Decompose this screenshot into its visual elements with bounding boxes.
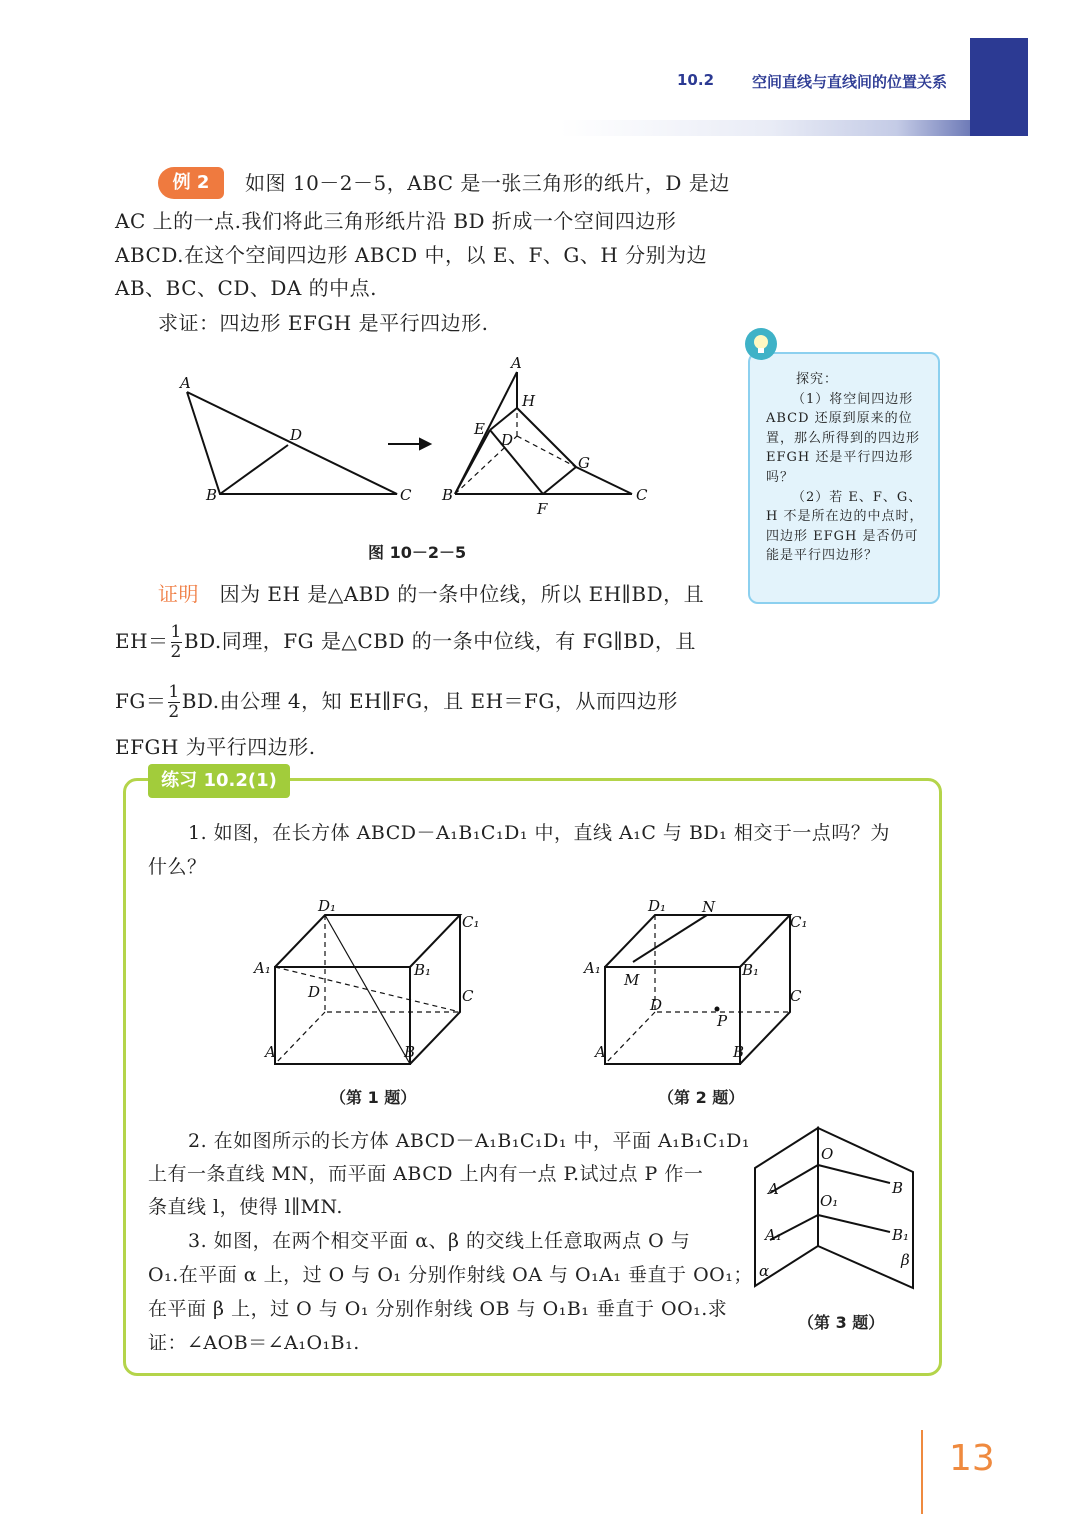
box1-label-c1: C₁ (462, 913, 480, 931)
fraction-den: 2 (170, 642, 182, 662)
exercise-q2-line1: 2. 在如图所示的长方体 ABCD－A₁B₁C₁D₁ 中，平面 A₁B₁C₁D₁ (188, 1130, 750, 1152)
proof-line-2 (115, 623, 696, 662)
explore-text (766, 370, 924, 566)
proof-label: 证明 (158, 582, 199, 606)
explore-title: 探究： (796, 372, 839, 387)
label-g-fold: G (578, 454, 590, 472)
caption-q1: （第 1 题） (330, 1088, 417, 1107)
plane-label-o: O (821, 1145, 834, 1163)
box1-label-d: D (308, 983, 321, 1001)
plane-label-b: B (892, 1179, 904, 1197)
proof-line-3 (115, 683, 678, 722)
plane-label-o1: O₁ (820, 1192, 839, 1210)
box1-label-a1: A₁ (254, 959, 271, 977)
explore-q1: （1）将空间四边形ABCD 还原到原来的位置，那么所得到的四边形 EFGH 还是平行四边形吗？ (766, 391, 921, 485)
label-d-fold: D (501, 431, 514, 449)
exercise-q3-line3: 在平面 β 上，过 O 与 O₁ 分别作射线 OB 与 O₁B₁ 垂直于 OO₁.求 (148, 1298, 728, 1320)
box1-label-d1: D₁ (318, 897, 337, 915)
proof-fg-eq: FG＝ (115, 689, 167, 713)
caption-q3: （第 3 题） (798, 1313, 885, 1332)
label-c-fold: C (636, 486, 648, 504)
plane-label-beta: β (901, 1251, 910, 1269)
plane-label-b1: B₁ (892, 1226, 910, 1244)
exercise-tab: 练习 10.2(1) (148, 764, 290, 798)
box1-label-b: B (404, 1043, 416, 1061)
plane-label-a: A (768, 1180, 779, 1198)
box2-label-b1: B₁ (742, 961, 760, 979)
box1-label-b1: B₁ (414, 961, 432, 979)
box2-label-a1: A₁ (584, 959, 601, 977)
exercise-q1-line1: 1. 如图，在长方体 ABCD－A₁B₁C₁D₁ 中，直线 A₁C 与 BD₁ 相交于一点吗？为 (188, 822, 890, 844)
proof-line-4: EFGH 为平行四边形. (115, 735, 316, 759)
label-a-fold: A (511, 354, 522, 372)
example-line-4: AB、BC、CD、DA 的中点. (115, 276, 378, 300)
box2-label-a: A (595, 1043, 606, 1061)
box2-label-m: M (624, 971, 640, 989)
box2-label-c: C (790, 987, 802, 1005)
box2-label-b: B (733, 1043, 745, 1061)
fraction-num: 1 (170, 622, 182, 642)
box2-label-d1: D₁ (648, 897, 667, 915)
example-badge: 例 2 (158, 167, 224, 199)
header-accent (970, 38, 1028, 136)
label-e-fold: E (474, 420, 485, 438)
example-line-5: 求证：四边形 EFGH 是平行四边形. (158, 311, 489, 335)
label-f-fold: F (537, 500, 548, 518)
exercise-q3-line2: O₁.在平面 α 上，过 O 与 O₁ 分别作射线 OA 与 O₁A₁ 垂直于 OO₁； (148, 1264, 753, 1286)
plane-label-a1: A₁ (765, 1226, 782, 1244)
exercise-q3-line4: 证：∠AOB＝∠A₁O₁B₁. (148, 1332, 360, 1354)
label-h-fold: H (522, 392, 536, 410)
box2-label-n: N (702, 898, 716, 916)
label-d-flat: D (290, 426, 303, 444)
example-line-2: AC 上的一点.我们将此三角形纸片沿 BD 折成一个空间四边形 (115, 209, 677, 233)
figure-10-2-5 (170, 350, 660, 520)
fraction-num: 1 (168, 682, 180, 702)
box-figure-1 (250, 895, 490, 1065)
page-number-divider (921, 1430, 923, 1514)
figure-caption: 图 10－2－5 (368, 543, 467, 562)
planes-figure-3 (750, 1120, 922, 1292)
fraction-half (171, 623, 182, 662)
explore-q2: （2）若 E、F、G、H 不是所在边的中点时，四边形 EFGH 是否仍可能是平行四边形？ (766, 489, 924, 564)
caption-q2: （第 2 题） (658, 1088, 745, 1107)
example-line-1: 如图 10－2－5，ABC 是一张三角形的纸片，D 是边 (245, 171, 730, 195)
fraction-half (168, 683, 179, 722)
box-figure-2 (580, 895, 820, 1065)
exercise-q1-line2: 什么？ (148, 856, 207, 878)
exercise-q2-line2: 上有一条直线 MN，而平面 ABCD 上内有一点 P.试过点 P 作一 (148, 1163, 704, 1185)
section-number: 10.2 (677, 71, 715, 89)
proof-line-1 (158, 577, 704, 611)
example-line-3: ABCD.在这个空间四边形 ABCD 中，以 E、F、G、H 分别为边 (115, 243, 708, 267)
fraction-den: 2 (168, 702, 180, 722)
exercise-q2-line3: 条直线 l，使得 l∥MN. (148, 1196, 343, 1218)
box2-label-c1: C₁ (790, 913, 808, 931)
exercise-q3-line1: 3. 如图，在两个相交平面 α、β 的交线上任意取两点 O 与 (188, 1230, 691, 1252)
page-number: 13 (949, 1438, 995, 1479)
lightbulb-icon (745, 328, 777, 360)
box1-label-c: C (462, 987, 474, 1005)
box2-label-p: P (717, 1012, 728, 1030)
section-title: 空间直线与直线间的位置关系 (752, 73, 948, 91)
label-b-flat: B (206, 486, 218, 504)
label-a-flat: A (180, 374, 191, 392)
proof-eh-eq: EH＝ (115, 629, 169, 653)
proof-text-1: 因为 EH 是△ABD 的一条中位线，所以 EH∥BD，且 (219, 582, 705, 606)
box2-label-d: D (650, 996, 663, 1014)
proof-text-2: BD.同理，FG 是△CBD 的一条中位线，有 FG∥BD，且 (183, 629, 696, 653)
plane-label-alpha: α (759, 1262, 770, 1280)
proof-text-3: BD.由公理 4，知 EH∥FG，且 EH＝FG，从而四边形 (181, 689, 678, 713)
label-c-flat: C (400, 486, 412, 504)
box1-label-a: A (265, 1043, 276, 1061)
label-b-fold: B (442, 486, 454, 504)
